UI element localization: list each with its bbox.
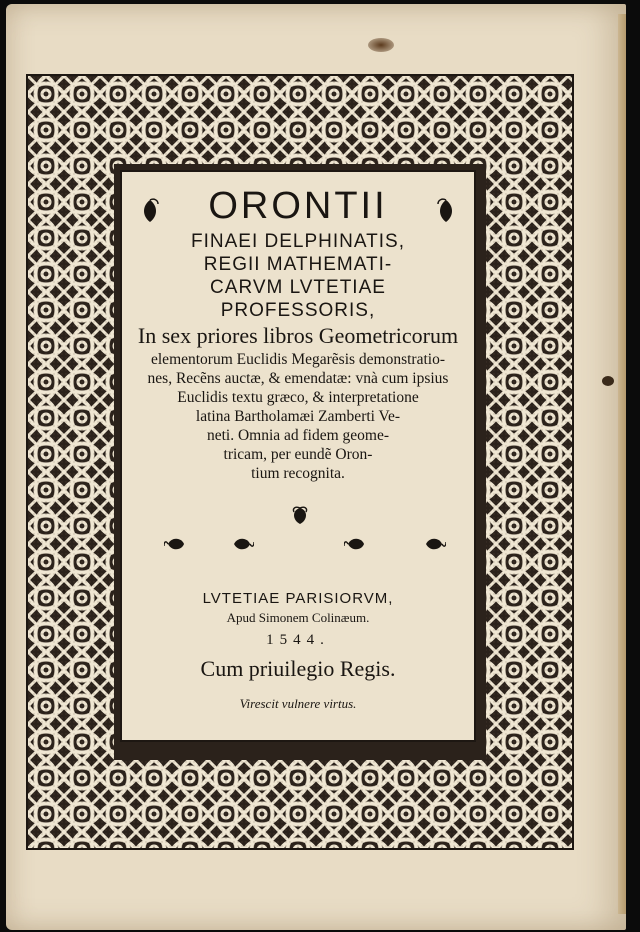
body-line: Euclidis textu græco, & interpretatione: [177, 389, 419, 406]
leaf-ornament-icon: [140, 198, 160, 224]
publication-year: 1544.: [266, 632, 330, 648]
fleuron-icon: [422, 534, 446, 554]
author-name: ORONTII: [208, 185, 388, 227]
fleuron-icon: [230, 534, 254, 554]
author-line-4: PROFESSORIS,: [220, 300, 376, 321]
paper-stain: [368, 38, 394, 52]
author-title-row: [122, 184, 474, 228]
body-line: elementorum Euclidis Megarẽsis demonstratio-: [151, 351, 445, 368]
author-line-1: FINAEI DELPHINATIS,: [191, 231, 405, 252]
fleuron-icon: [344, 534, 368, 554]
body-line: latina Bartholamæi Zamberti Ve-: [195, 408, 401, 425]
body-line: tricam, per eundẽ Oron-: [223, 446, 373, 463]
body-line: tium recognita.: [251, 465, 345, 482]
royal-privilege: Cum priuilegio Regis.: [200, 656, 396, 681]
paper-stain-small: [602, 376, 614, 386]
work-title-lead: In sex priores libros Geometricorum: [137, 323, 459, 348]
body-line: nes, Recẽns auctæ, & emendatæ: vnà cum ipsius: [147, 370, 449, 387]
title-panel: [120, 170, 476, 742]
printer-motto: Virescit vulnere virtus.: [239, 696, 357, 711]
fleuron-icon: [288, 506, 312, 526]
fleuron-icon: [164, 534, 188, 554]
author-line-2: REGII MATHEMATI-: [203, 254, 393, 275]
body-line: neti. Omnia ad fidem geome-: [206, 427, 390, 444]
leaf-ornament-icon: [436, 198, 456, 224]
page-edge: [618, 14, 626, 914]
imprint-place: LVTETIAE PARISIORVM,: [202, 590, 394, 607]
author-line-3: CARVM LVTETIAE: [210, 277, 386, 298]
imprint-printer: Apud Simonem Colinæum.: [226, 610, 370, 625]
